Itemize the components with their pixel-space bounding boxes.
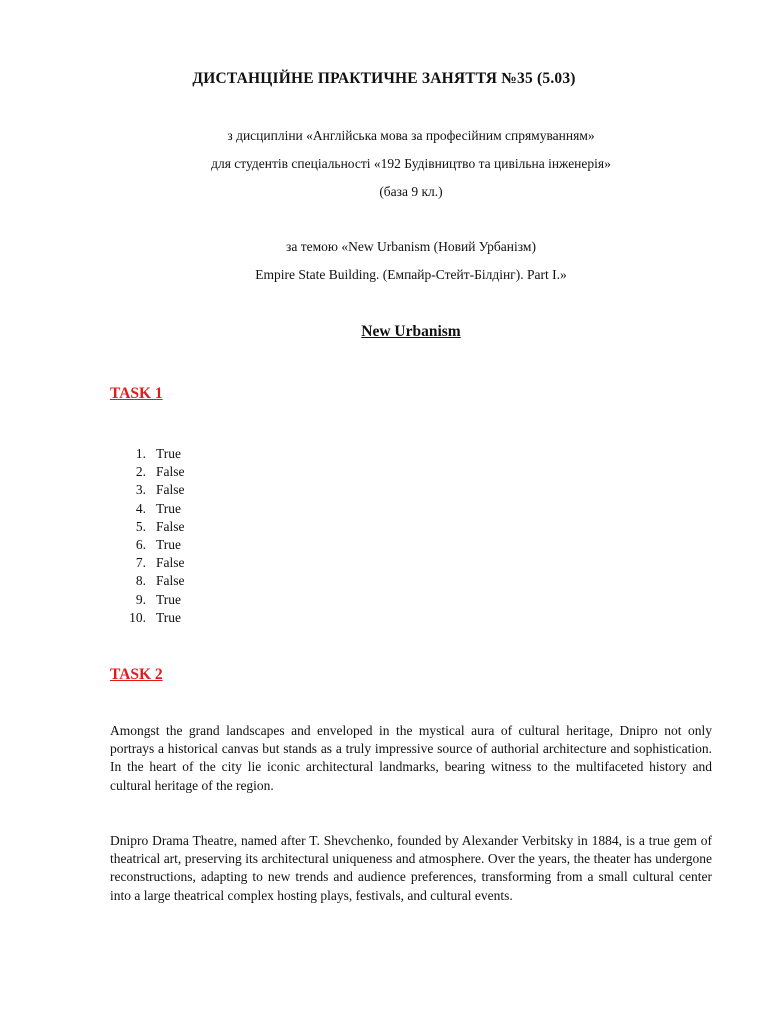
list-item	[110, 591, 185, 609]
list-item	[110, 536, 185, 554]
list-item	[110, 445, 185, 463]
list-item-number: 8.	[135, 573, 146, 589]
list-item-number: 3.	[135, 482, 146, 498]
list-item	[110, 554, 185, 572]
list-item-number: 5.	[135, 518, 146, 534]
document-title: ДИСТАНЦІЙНЕ ПРАКТИЧНЕ ЗАНЯТТЯ №35 (5.03)	[192, 70, 576, 87]
list-item-answer: False	[156, 573, 185, 589]
task-2-paragraph-2: Dnipro Drama Theatre, named after T. Shevchenko, founded by Alexander Verbitsky in 1884, is a true gem of theatrical art, preserving its architectural uniqueness and atmosphere. Over the years, the theater has undergone reconstructions, adapting to new trends and audience preferences, transforming from a small cultural center into a large theatrical complex hosting plays, festivals, and cultural events.	[110, 833, 712, 903]
task-1-answer-list	[110, 445, 185, 627]
topic-line-1: за темою «New Urbanism (Новий Урбанізм)	[286, 239, 536, 254]
discipline-line: з дисципліни «Англійська мова за професійним спрямуванням»	[227, 128, 595, 143]
list-item	[110, 463, 185, 481]
list-item-answer: True	[156, 609, 182, 625]
task-2-paragraph-1: Amongst the grand landscapes and enveloped in the mystical aura of cultural heritage, Dnipro not only portrays a historical canvas but stands as a truly impressive source of authorial architecture and sophistication. In the heart of the city lie iconic architectural landmarks, bearing witness to the multifaceted history and cultural heritage of the region.	[110, 723, 712, 793]
list-item-number: 9.	[135, 591, 146, 607]
task-1-heading: TASK 1	[110, 385, 163, 402]
list-item-number: 1.	[135, 446, 146, 461]
base-line: (база 9 кл.)	[379, 184, 443, 199]
list-item-answer: True	[156, 591, 182, 607]
list-item	[110, 572, 185, 590]
list-item-answer: False	[156, 464, 185, 480]
students-line: для студентів спеціальності «192 Будівництво та цивільна інженерія»	[211, 156, 611, 171]
list-item-number: 7.	[135, 555, 146, 571]
list-item-answer: True	[156, 446, 182, 461]
list-item	[110, 518, 185, 536]
list-item-answer: False	[156, 482, 185, 498]
list-item-number: 6.	[135, 537, 146, 553]
list-item-answer: False	[156, 518, 185, 534]
section-title: New Urbanism	[361, 323, 461, 340]
task-2-heading: TASK 2	[110, 666, 163, 683]
list-item	[110, 481, 185, 499]
list-item-number: 2.	[135, 464, 146, 480]
topic-line-2: Empire State Building. (Емпайр-Стейт-Білдінг). Part I.»	[255, 267, 567, 282]
list-item-number: 10.	[129, 609, 146, 625]
list-item-answer: True	[156, 537, 182, 553]
list-item	[110, 609, 185, 627]
list-item-number: 4.	[135, 500, 146, 516]
list-item-answer: False	[156, 555, 185, 571]
list-item	[110, 500, 185, 518]
list-item-answer: True	[156, 500, 182, 516]
